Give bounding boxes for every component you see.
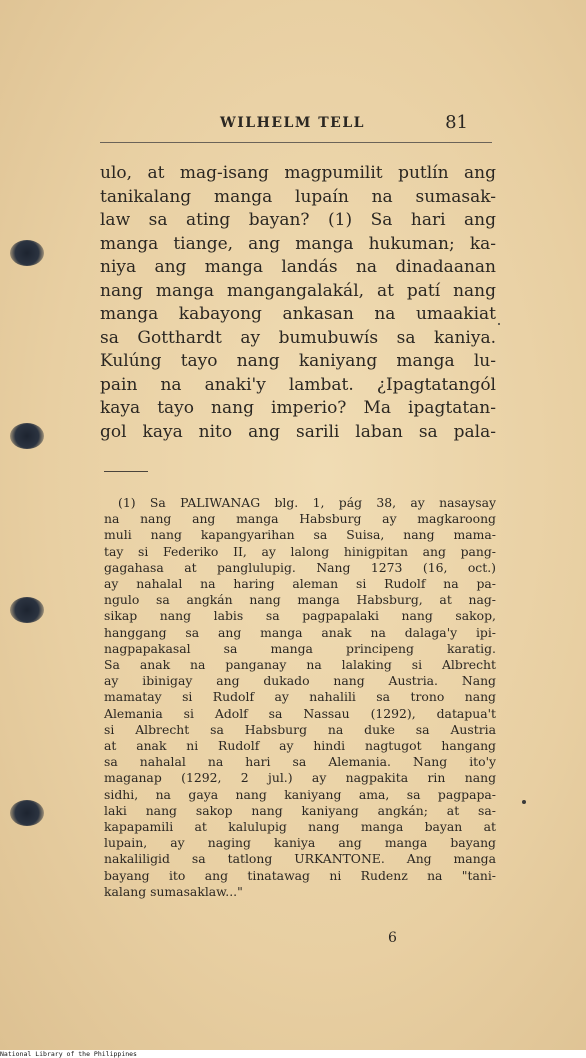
footnote-line: ngulo sa angkán nang manga Habsburg, at nag- [104,592,496,608]
footnote-line: ay ibinigay ang dukado nang Austria. Nang [104,673,496,689]
body-line: manga kabayong ankasan na umaakiat [100,304,496,324]
speck-icon [522,800,526,804]
body-line: kaya tayo nang imperio? Ma ipagtatan- [100,398,496,418]
footnote-rule [104,471,148,472]
footnote-line: Sa anak na panganay na lalaking si Albrecht [104,657,496,673]
body-line: ulo, at mag-isang magpumilit putlín ang [100,163,496,183]
body-line: tanikalang manga lupaín na sumasak- [100,186,496,207]
footnote-line: ay nahalal na haring aleman si Rudolf na pa- [104,576,496,592]
page-header [100,112,492,143]
footnote-line: na nang ang manga Habsburg ay magkaroong [104,511,496,527]
footnote-line: laki nang sakop nang kaniyang angkán; at sa- [104,802,496,818]
footnote-line: muli nang kapangyarihan sa Suisa, nang mama- [104,527,496,543]
page-number: 81 [445,112,468,133]
footnote-line: kapapamili at kalulupig nang manga bayan at [104,819,496,835]
binding-hole-icon [10,240,44,266]
body-line: pain na anaki'y lambat. ¿Ipagtatangól [100,374,496,395]
running-title: WILHELM TELL [220,115,366,131]
footer-bar [0,1050,586,1058]
body-line: law sa ating bayan? (1) Sa hari ang [100,210,496,230]
footnote-line: hanggang sa ang manga anak na dalaga'y ipi- [104,624,496,640]
footnote-line: tay si Federiko II, ay lalong hinigpitan ang pang- [104,543,496,559]
library-credit: National Library of the Philippines [0,1050,137,1058]
body-line: nang manga mangangalakál, at patí nang [100,280,496,301]
binding-hole-icon [10,800,44,826]
footnote-line: sidhi, na gaya nang kaniyang ama, sa pagpapa- [104,786,496,802]
body-line: gol kaya nito ang sarili laban sa pala- [100,421,496,442]
footnote-line: maganap (1292, 2 jul.) ay nagpakita rin nang [104,770,496,786]
footnote-line: kalang sumasaklaw..." [104,883,243,899]
footnote-line: nakaliligid sa tatlong URKANTONE. Ang manga [104,851,496,867]
footnote-line: mamatay si Rudolf ay nahalili sa trono nang [104,689,496,705]
body-line: niya ang manga landás na dinadaanan [100,257,496,277]
footnote-line: sa nahalal na hari sa Alemania. Nang ito'y [104,754,496,770]
body-text [100,162,496,444]
footnote-line: lupain, ay naging kaniya ang manga bayang [104,835,496,851]
footnote-line: sikap nang labis sa pagpapalaki nang sakop, [104,608,496,624]
footnote-line: at anak ni Rudolf ay hindi nagtugot hangang [104,738,496,754]
body-line: Kulúng tayo nang kaniyang manga lu- [100,351,496,371]
body-line: sa Gotthardt ay bumubuwís sa kaniya. [100,327,496,348]
footnote-line: gagahasa at panglulupig. Nang 1273 (16, oct.) [104,559,496,575]
speck-icon [498,323,500,325]
footnote-line: bayang ito ang tinatawag ni Rudenz na "tani- [104,867,496,883]
footnote-line: Alemania si Adolf sa Nassau (1292), datapua't [104,705,496,721]
footnote-line: (1) Sa PALIWANAG blg. 1, pág 38, ay nasaysay [118,495,496,510]
binding-hole-icon [10,423,44,449]
footnote [104,495,496,900]
body-line: manga tiange, ang manga hukuman; ka- [100,233,496,254]
binding-hole-icon [10,597,44,623]
footnote-line: nagpapakasal sa manga principeng karatig. [104,640,496,656]
footnote-line: si Albrecht sa Habsburg na duke sa Austria [104,721,496,737]
signature-mark: 6 [388,930,397,946]
